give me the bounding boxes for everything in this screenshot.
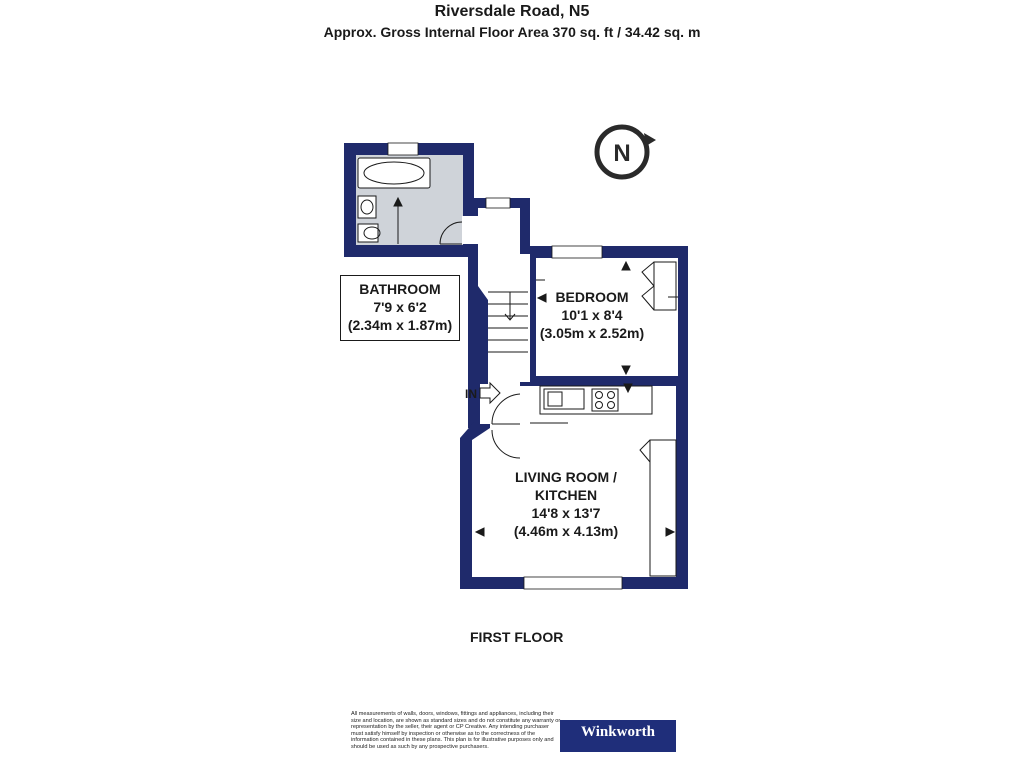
toilet	[358, 224, 378, 242]
wardrobe	[654, 262, 676, 310]
compass-north-label: N	[613, 140, 631, 167]
bathroom-label	[340, 280, 460, 334]
bathroom-name: BATHROOM	[359, 281, 441, 297]
hob	[592, 389, 618, 411]
plan-title: Riversdale Road, N5	[434, 3, 590, 20]
winkworth-logo: Winkworth	[560, 720, 676, 752]
disclaimer-text: All measurements of walls, doors, windows, fittings and appliances, including their size and location, are shown as standard sizes and do not constitute any warranty or representation by the seller, their agent or CP Creative. Any intending purchaser must satisfy himself by inspection or otherwise as to the correctness of the information contained in these plans. This plan is for illustrative purposes only and should be used as such by any prospective purchasers.	[351, 711, 561, 750]
fridge-unit	[650, 440, 676, 576]
hallway-to-bath	[462, 216, 482, 244]
living-room-size-imperial: 14'8 x 13'7	[531, 505, 601, 521]
living-room-name: LIVING ROOM /	[515, 469, 617, 485]
bathroom-window	[388, 143, 418, 155]
floor-area-subtitle: Approx. Gross Internal Floor Area 370 sq. ft / 34.42 sq. m	[323, 24, 701, 40]
bedroom-window	[552, 246, 602, 258]
bedroom-size-imperial: 10'1 x 8'4	[561, 307, 623, 323]
living-window	[524, 577, 622, 589]
floor-label: FIRST FLOOR	[470, 629, 564, 645]
bathroom-size-metric: (2.34m x 1.87m)	[347, 317, 453, 333]
bedroom-size-metric: (3.05m x 2.52m)	[539, 325, 645, 341]
compass-icon	[597, 127, 656, 177]
bedroom-name: BEDROOM	[555, 289, 629, 305]
entrance-label: IN	[465, 387, 477, 401]
living-room-size-metric: (4.46m x 4.13m)	[513, 523, 619, 539]
living-room-label	[496, 468, 636, 540]
bedroom-label	[530, 288, 654, 342]
kitchen-name: KITCHEN	[534, 487, 598, 503]
bathroom-size-imperial: 7'9 x 6'2	[373, 299, 427, 315]
hallway-window	[486, 198, 510, 208]
